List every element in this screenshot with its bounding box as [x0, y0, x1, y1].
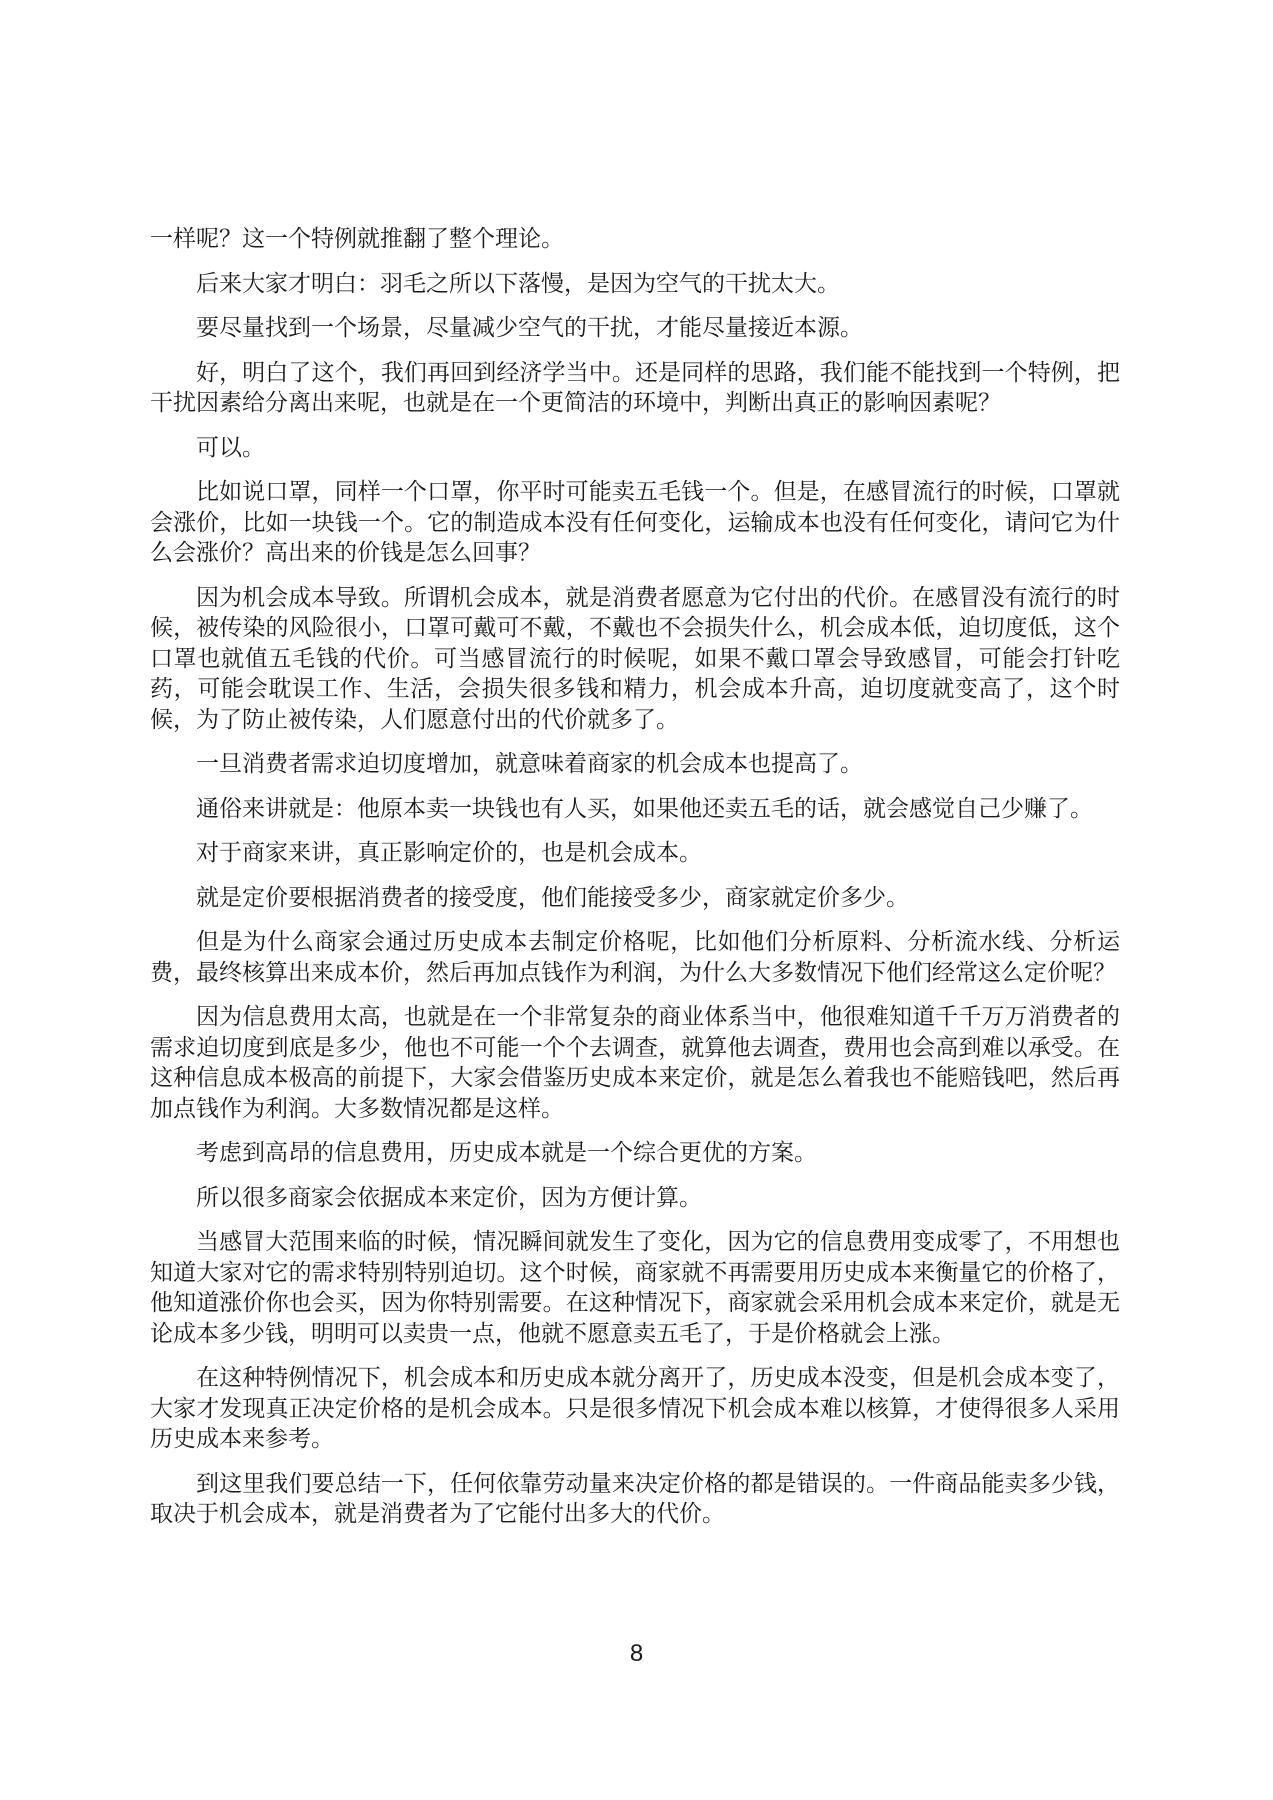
paragraph: 可以。	[196, 434, 265, 461]
paragraph: 到这里我们要总结一下，任何依靠劳动量来决定价格的都是错误的。一件商品能卖多少钱，取决于机会成本，就是消费者为了它能付出多大的代价。	[150, 1470, 1120, 1527]
paragraph: 但是为什么商家会通过历史成本去制定价格呢，比如他们分析原料、分析流水线、分析运费，最终核算出来成本价，然后再加点钱作为利润，为什么大多数情况下他们经常这么定价呢？	[150, 929, 1120, 986]
paragraph: 一旦消费者需求迫切度增加，就意味着商家的机会成本也提高了。	[196, 751, 863, 777]
paragraph: 好，明白了这个，我们再回到经济学当中。还是同样的思路，我们能不能找到一个特例，把干扰因素给分离出来呢，也就是在一个更简洁的环境中，判断出真正的影响因素呢？	[150, 359, 1120, 416]
page-number: 8	[629, 1640, 644, 1667]
paragraph: 因为信息费用太高，也就是在一个非常复杂的商业体系当中，他很难知道千千万万消费者的需求迫切度到底是多少，他也不可能一个个去调查，就算他去调查，费用也会高到难以承受。在这种信息成本极高的前提下，大家会借鉴历史成本来定价，就是怎么着我也不能赔钱吧，然后再加点钱作为利润。大多数情况都是这样。	[150, 1004, 1120, 1122]
paragraph: 就是定价要根据消费者的接受度，他们能接受多少，商家就定价多少。	[196, 884, 909, 911]
paragraph: 在这种特例情况下，机会成本和历史成本就分离开了，历史成本没变，但是机会成本变了，大家才发现真正决定价格的是机会成本。只是很多情况下机会成本难以核算，才使得很多人采用历史成本来参考。	[150, 1365, 1120, 1452]
paragraph: 要尽量找到一个场景，尽量减少空气的干扰，才能尽量接近本源。	[196, 315, 863, 341]
paragraph: 比如说口罩，同样一个口罩，你平时可能卖五毛钱一个。但是，在感冒流行的时候，口罩就会涨价，比如一块钱一个。它的制造成本没有任何变化，运输成本也没有任何变化，请问它为什么会涨价？高出来的价钱是怎么回事？	[150, 479, 1120, 566]
paragraph: 后来大家才明白：羽毛之所以下落慢，是因为空气的干扰太大。	[196, 270, 840, 297]
paragraph: 因为机会成本导致。所谓机会成本，就是消费者愿意为它付出的代价。在感冒没有流行的时候，被传染的风险很小，口罩可戴可不戴，不戴也不会损失什么，机会成本低，迫切度低，这个口罩也就值五毛钱的代价。可当感冒流行的时候呢，如果不戴口罩会导致感冒，可能会打针吃药，可能会耽误工作、生活，会损失很多钱和精力，机会成本升高，迫切度就变高了，这个时候，为了防止被传染，人们愿意付出的代价就多了。	[150, 584, 1120, 733]
paragraph: 当感冒大范围来临的时候，情况瞬间就发生了变化，因为它的信息费用变成零了，不用想也知道大家对它的需求特别特别迫切。这个时候，商家就不再需要用历史成本来衡量它的价格了，他知道涨价你也会买，因为你特别需要。在这种情况下，商家就会采用机会成本来定价，就是无论成本多少钱，明明可以卖贵一点，他就不愿意卖五毛了，于是价格就会上涨。	[150, 1229, 1120, 1347]
body-text	[150, 224, 1120, 1544]
paragraph: 通俗来讲就是：他原本卖一块钱也有人买，如果他还卖五毛的话，就会感觉自己少赚了。	[196, 795, 1093, 822]
paragraph: 对于商家来讲，真正影响定价的，也是机会成本。	[196, 840, 702, 866]
paragraph: 一样呢？这一个特例就推翻了整个理论。	[150, 226, 564, 252]
paragraph: 考虑到高昂的信息费用，历史成本就是一个综合更优的方案。	[196, 1140, 817, 1166]
paragraph: 所以很多商家会依据成本来定价，因为方便计算。	[196, 1184, 702, 1211]
